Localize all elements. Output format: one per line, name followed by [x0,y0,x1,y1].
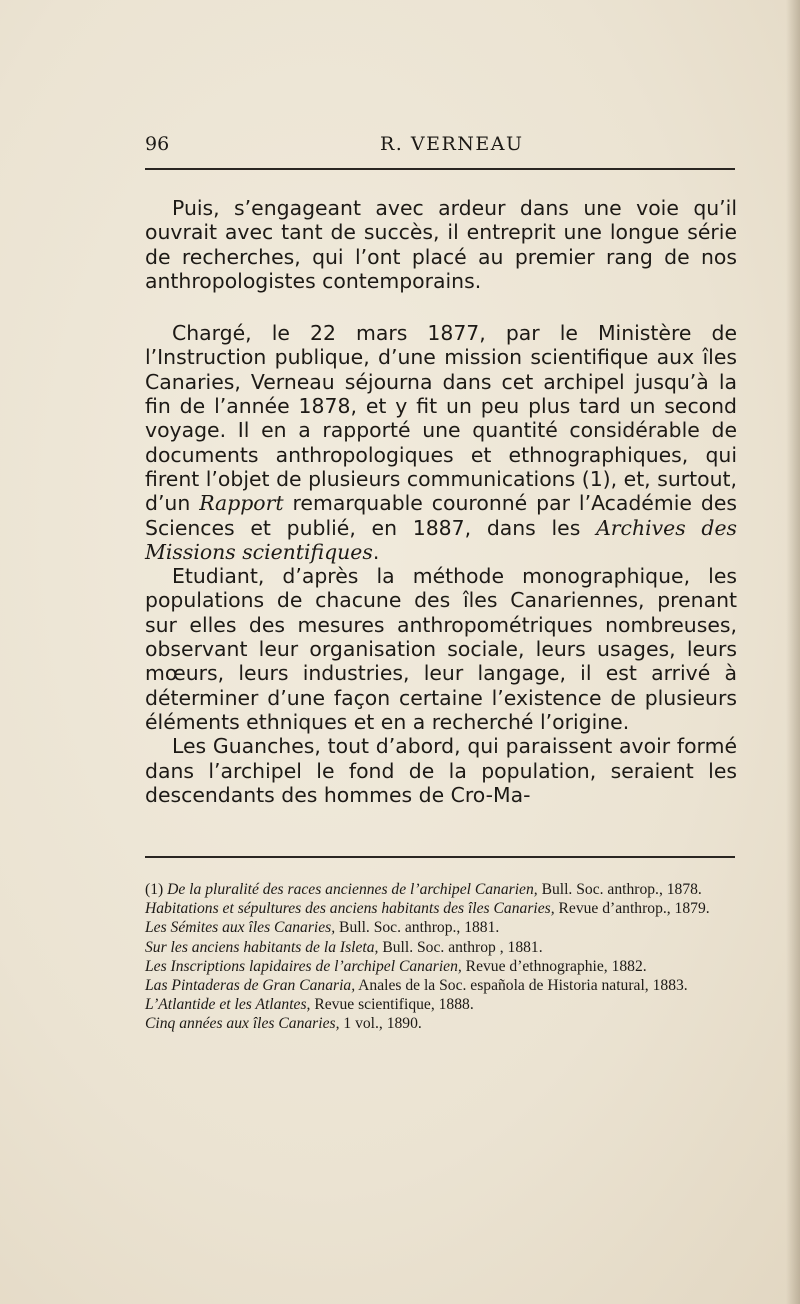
footnote-source: Bull. Soc. anthrop , 1881. [378,938,543,956]
paragraph-3: Etudiant, d’après la méthode monographique, les populations de chacune des îles Canariennes, prenant sur elles des mesures anthropométriques nombreuses, observant leur organisation sociale, leurs usages, leurs mœurs, leurs industries, leur langage, il est arrivé à déterminer d’une façon certaine l’existence de plusieurs éléments ethniques et en a recherché l’origine. [145,564,737,734]
footnotes [118,880,738,1034]
main-text [145,196,737,807]
footnote-title: Cinq années aux îles Canaries, [145,1015,340,1033]
footnote-entry [118,938,738,957]
footnote-title: Les Sémites aux îles Canaries, [145,919,336,937]
paragraph-2-text-c: . [372,539,380,564]
footnote-title: Habitations et sépultures des anciens habitants des îles Canaries, [145,900,555,918]
footnote-entry [118,957,738,976]
paragraph-1: Puis, s’engageant avec ardeur dans une voie qu’il ouvrait avec tant de succès, il entreprit une longue série de recherches, qui l’ont placé au premier rang de nos anthropologistes contemporains. [145,196,737,293]
footnote-entry [118,880,738,899]
footnote-entry [118,1014,738,1033]
footnote-title: Las Pintaderas de Gran Canaria, [145,977,356,995]
footnote-rule [145,856,735,858]
footnote-source: Revue d’anthrop., 1879. [554,900,710,918]
footnote-title: De la pluralité des races anciennes de l’archipel Canarien, [167,881,538,898]
footnote-source: 1 vol., 1890. [339,1015,422,1033]
paragraph-2-text-a: Chargé, le 22 mars 1877, par le Ministère de l’Instruction publique, d’une mission scientifique aux îles Canaries, Verneau séjourna dans cet archipel jusqu’à la fin de l’année 1878, et y fit un peu plus tard un second voyage. Il en a rapporté une quantité considérable de documents anthropologiques et ethnographiques, qui firent l’objet de plusieurs communications (1), et, surtout, d’un [145,321,737,516]
footnote-title: L’Atlantide et les Atlantes, [145,996,311,1014]
paragraph-2-text-b: remarquable couronné par l’Académie des Sciences et publié, en 1887, dans les [145,491,737,540]
paragraph-4: Les Guanches, tout d’abord, qui paraissent avoir formé dans l’archipel le fond de la population, seraient les descendants des hommes de Cro-Ma- [145,734,737,807]
footnote-entry [118,918,738,937]
footnote-source: Revue d’ethnographie, 1882. [461,957,647,975]
footnote-source: Revue scientifique, 1888. [310,996,474,1014]
page-number: 96 [145,133,170,155]
running-head: R. VERNEAU [380,133,524,155]
header-rule [145,168,735,170]
paragraph-2 [145,321,737,564]
footnote-title: Sur les anciens habitants de la Isleta, [145,938,379,956]
archives-title: Archives des Missions scientifiques [145,515,737,564]
page-edge-shadow [786,0,800,1304]
footnote-source: Bull. Soc. anthrop., 1878. [537,881,702,898]
page-header [145,133,735,163]
footnote-source: Bull. Soc. anthrop., 1881. [335,919,500,937]
rapport-title: Rapport [199,491,284,516]
footnote-source: Anales de la Soc. española de Historia natural, 1883. [355,977,688,995]
footnote-entry [118,899,738,918]
footnote-title: Les Inscriptions lapidaires de l’archipel Canarien, [145,957,462,975]
footnote-marker: (1) [145,881,168,898]
footnote-entry [118,976,738,995]
footnote-entry [118,995,738,1014]
